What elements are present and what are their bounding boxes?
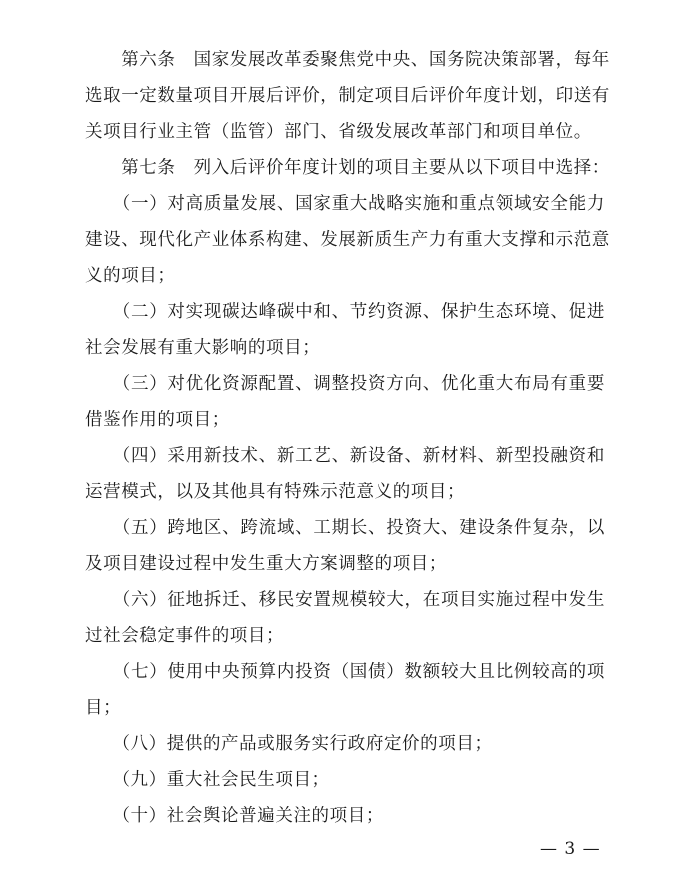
text-line: 选取一定数量项目开展后评价，制定项目后评价年度计划，印送有 — [85, 86, 610, 106]
text-line: 过社会稳定事件的项目； — [85, 626, 285, 646]
text-line: 第七条 列入后评价年度计划的项目主要从以下项目中选择： — [85, 158, 610, 178]
text-line: （六）征地拆迁、移民安置规模较大，在项目实施过程中发生 — [85, 590, 605, 610]
text-line: （九）重大社会民生项目； — [85, 770, 330, 790]
text-line: 借鉴作用的项目； — [85, 410, 230, 430]
text-line: 建设、现代化产业体系构建、发展新质生产力有重大支撑和示范意 — [85, 230, 610, 250]
text-line: （五）跨地区、跨流域、工期长、投资大、建设条件复杂，以 — [85, 518, 605, 538]
text-line: 运营模式，以及其他具有特殊示范意义的项目； — [85, 482, 466, 502]
text-line: 第六条 国家发展改革委聚焦党中央、国务院决策部署，每年 — [85, 50, 610, 70]
text-line: （十）社会舆论普遍关注的项目； — [85, 806, 384, 826]
text-line: （一）对高质量发展、国家重大战略实施和重点领域安全能力 — [85, 194, 605, 214]
text-line: 及项目建设过程中发生重大方案调整的项目； — [85, 554, 447, 574]
text-line: 目； — [85, 698, 122, 718]
text-line: 社会发展有重大影响的项目； — [85, 338, 321, 358]
page-number: — 3 — — [540, 839, 601, 859]
text-line: （二）对实现碳达峰碳中和、节约资源、保护生态环境、促进 — [85, 302, 605, 322]
text-line: 关项目行业主管（监管）部门、省级发展改革部门和项目单位。 — [85, 122, 592, 142]
text-line: 义的项目； — [85, 266, 176, 286]
text-line: （八）提供的产品或服务实行政府定价的项目； — [85, 734, 493, 754]
text-line: （四）采用新技术、新工艺、新设备、新材料、新型投融资和 — [85, 446, 605, 466]
text-line: （七）使用中央预算内投资（国债）数额较大且比例较高的项 — [85, 662, 605, 682]
text-line: （三）对优化资源配置、调整投资方向、优化重大布局有重要 — [85, 374, 605, 394]
